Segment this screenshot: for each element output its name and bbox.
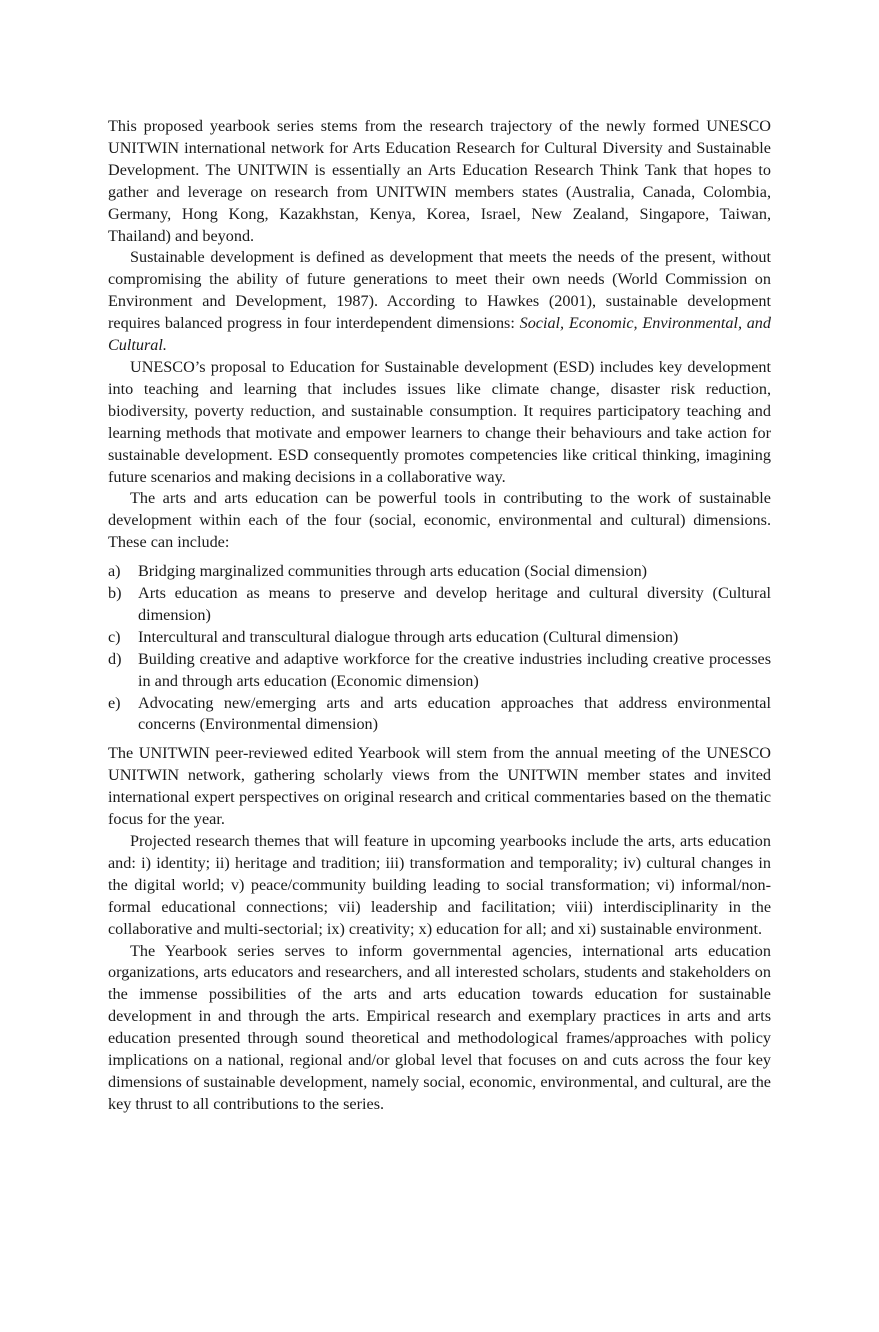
- list-marker: e): [108, 693, 121, 712]
- intro-paragraph: This proposed yearbook series stems from the research trajectory of the newly formed UNESCO UNITWIN international network for Arts Education Research for Cultural Diversity and Sustainable Development. The UNITWIN is essentially an Arts Education Research Think Tank that hopes to gather and leverage on research from UNITWIN members states (Australia, Canada, Colombia, Germany, Hong Kong, Kazakhstan, Kenya, Korea, Israel, New Zealand, Singapore, Taiwan, Thailand) and beyond.: [108, 117, 771, 245]
- esd-paragraph: UNESCO’s proposal to Education for Sustainable development (ESD) includes key development into teaching and learning that includes issues like climate change, disaster risk reduction, biodiversity, poverty reduction, and sustainable consumption. It requires participatory teaching and learning methods that motivate and empower learners to change their behaviours and take action for sustainable development. ESD consequently promotes competencies like critical thinking, imagining future scenarios and making decisions in a collaborative way.: [108, 357, 771, 486]
- sustainable-development-paragraph: [108, 247, 771, 357]
- research-themes-paragraph: Projected research themes that will feature in upcoming yearbooks include the arts, arts education and: i) identity; ii) heritage and tradition; iii) transformation and temporality; iv) cultural changes in the digital world; v) peace/community building leading to social transformation; vi) informal/non-formal educational connections; vii) leadership and facilitation; viii) interdisciplinarity in the collaborative and multi-sectorial; ix) creativity; x) education for all; and xi) sustainable environment.: [108, 832, 771, 938]
- list-item-text: Building creative and adaptive workforce for the creative industries including creative processes in and through arts education (Economic dimension): [138, 649, 771, 690]
- list-item: [108, 627, 771, 649]
- list-marker: a): [108, 562, 121, 581]
- list-item-text: Arts education as means to preserve and develop heritage and cultural diversity (Cultural dimension): [138, 584, 771, 624]
- page-body: [108, 116, 771, 1116]
- dimensions-list: [108, 561, 771, 736]
- sustainable-development-text: Sustainable development is defined as development that meets the needs of the present, without compromising the ability of future generations to meet their own needs (World Commission on Environment and Development, 1987). According to Hawkes (2001), sustainable development requires balanced progress in four interdependent dimensions:: [108, 248, 771, 333]
- dimensions-italic: Social, Economic, Environmental, and Cultural.: [108, 314, 771, 355]
- list-item: [108, 693, 771, 737]
- list-item-text: Bridging marginalized communities through arts education (Social dimension): [138, 562, 648, 581]
- list-marker: d): [108, 649, 122, 668]
- arts-tools-paragraph: The arts and arts education can be powerful tools in contributing to the work of sustainable development within each of the four (social, economic, environmental and cultural) dimensions. These can include:: [108, 489, 771, 552]
- series-purpose-paragraph: The Yearbook series serves to inform governmental agencies, international arts education organizations, arts educators and researchers, and all interested scholars, students and stakeholders on the immense possibilities of the arts and arts education towards education for sustainable development in and through the arts. Empirical research and exemplary practices in arts and arts education presented through sound theoretical and methodological frames/approaches with policy implications on a national, regional and/or global level that focuses on and cuts across the four key dimensions of sustainable development, namely social, economic, environmental, and cultural, are the key thrust to all contributions to the series.: [108, 941, 771, 1113]
- list-marker: c): [108, 627, 121, 646]
- list-item-text: Advocating new/emerging arts and arts education approaches that address environmental concerns (Environmental dimension): [138, 693, 771, 734]
- list-item-text: Intercultural and transcultural dialogue through arts education (Cultural dimension): [138, 627, 679, 646]
- yearbook-paragraph: The UNITWIN peer-reviewed edited Yearbook will stem from the annual meeting of the UNESCO UNITWIN network, gathering scholarly views from the UNITWIN member states and invited international expert perspectives on original research and critical commentaries based on the thematic focus for the year.: [108, 744, 771, 829]
- list-marker: b): [108, 584, 122, 603]
- list-item: [108, 649, 771, 693]
- list-item: [108, 561, 771, 583]
- list-item: [108, 583, 771, 627]
